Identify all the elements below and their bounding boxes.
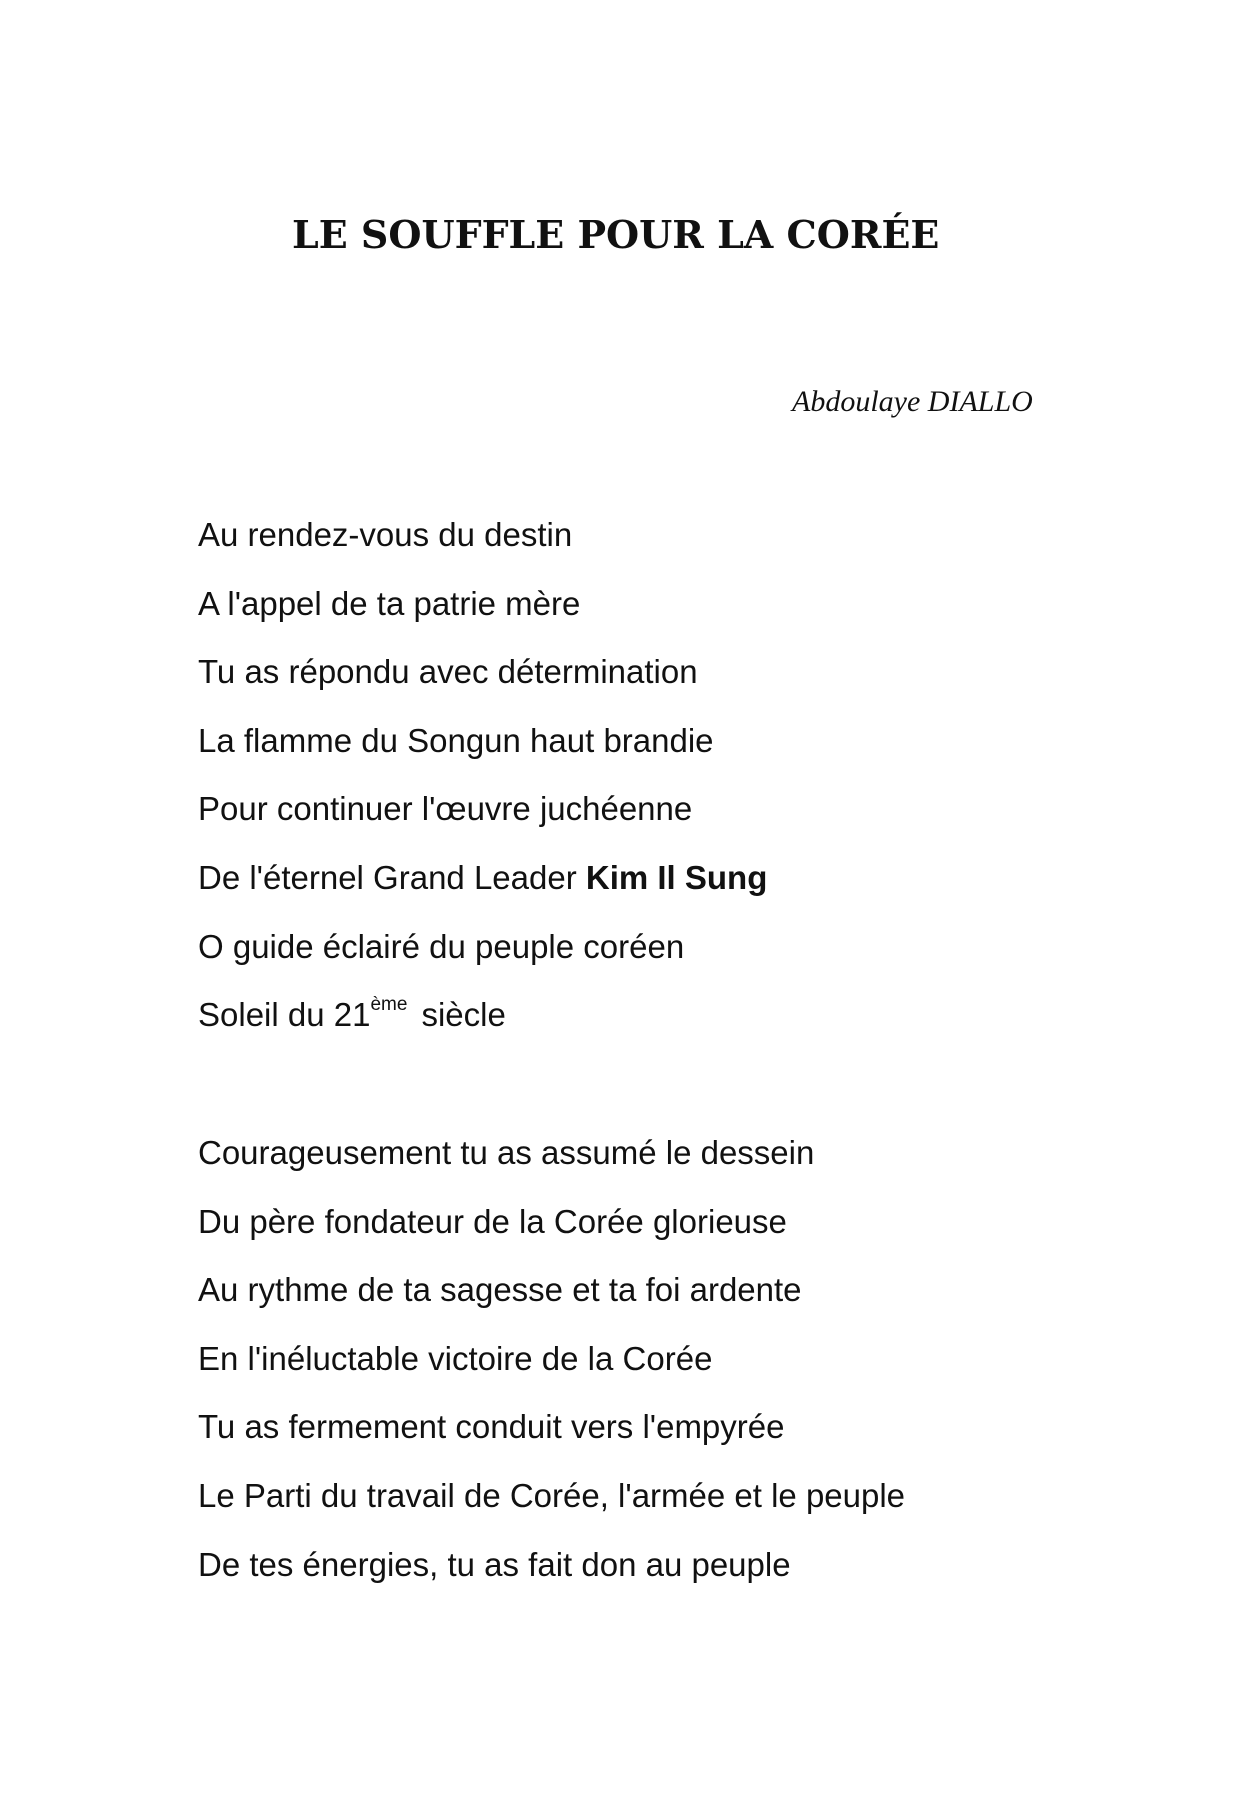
verse-line: En l'inéluctable victoire de la Corée [198, 1339, 713, 1377]
poem-title: LE SOUFFLE POUR LA CORÉE [292, 212, 940, 257]
verse-line: O guide éclairé du peuple coréen [198, 927, 685, 965]
verse-line: A l'appel de ta patrie mère [198, 584, 581, 622]
verse-line: Tu as fermement conduit vers l'empyrée [198, 1408, 785, 1446]
verse-line: La flamme du Songun haut brandie [198, 721, 714, 759]
verse-line [198, 992, 767, 1061]
stanza-1 [198, 512, 767, 1061]
poem-author: Abdoulaye DIALLO [792, 385, 1033, 418]
leader-name: Kim Il Sung [585, 858, 768, 896]
verse-line: Tu as répondu avec détermination [198, 653, 698, 691]
verse-line: Au rythme de ta sagesse et ta foi ardente [198, 1271, 802, 1309]
verse-line: Du père fondateur de la Corée glorieuse [198, 1202, 787, 1240]
verse-line-suffix: siècle [421, 996, 506, 1034]
verse-line: Courageusement tu as assumé le dessein [198, 1134, 815, 1171]
verse-line: Le Parti du travail de Corée, l'armée et le peuple [198, 1476, 906, 1514]
verse-line: Au rendez-vous du destin [198, 516, 573, 553]
verse-line-prefix: Soleil du 21 [198, 996, 371, 1034]
stanza-2 [198, 1130, 905, 1610]
verse-line: Pour continuer l'œuvre juchéenne [198, 790, 693, 828]
verse-line: De tes énergies, tu as fait don au peuple [198, 1545, 791, 1583]
verse-line [198, 855, 767, 924]
ordinal-superscript: ème [370, 994, 408, 1016]
verse-line-prefix: De l'éternel Grand Leader [198, 858, 586, 896]
